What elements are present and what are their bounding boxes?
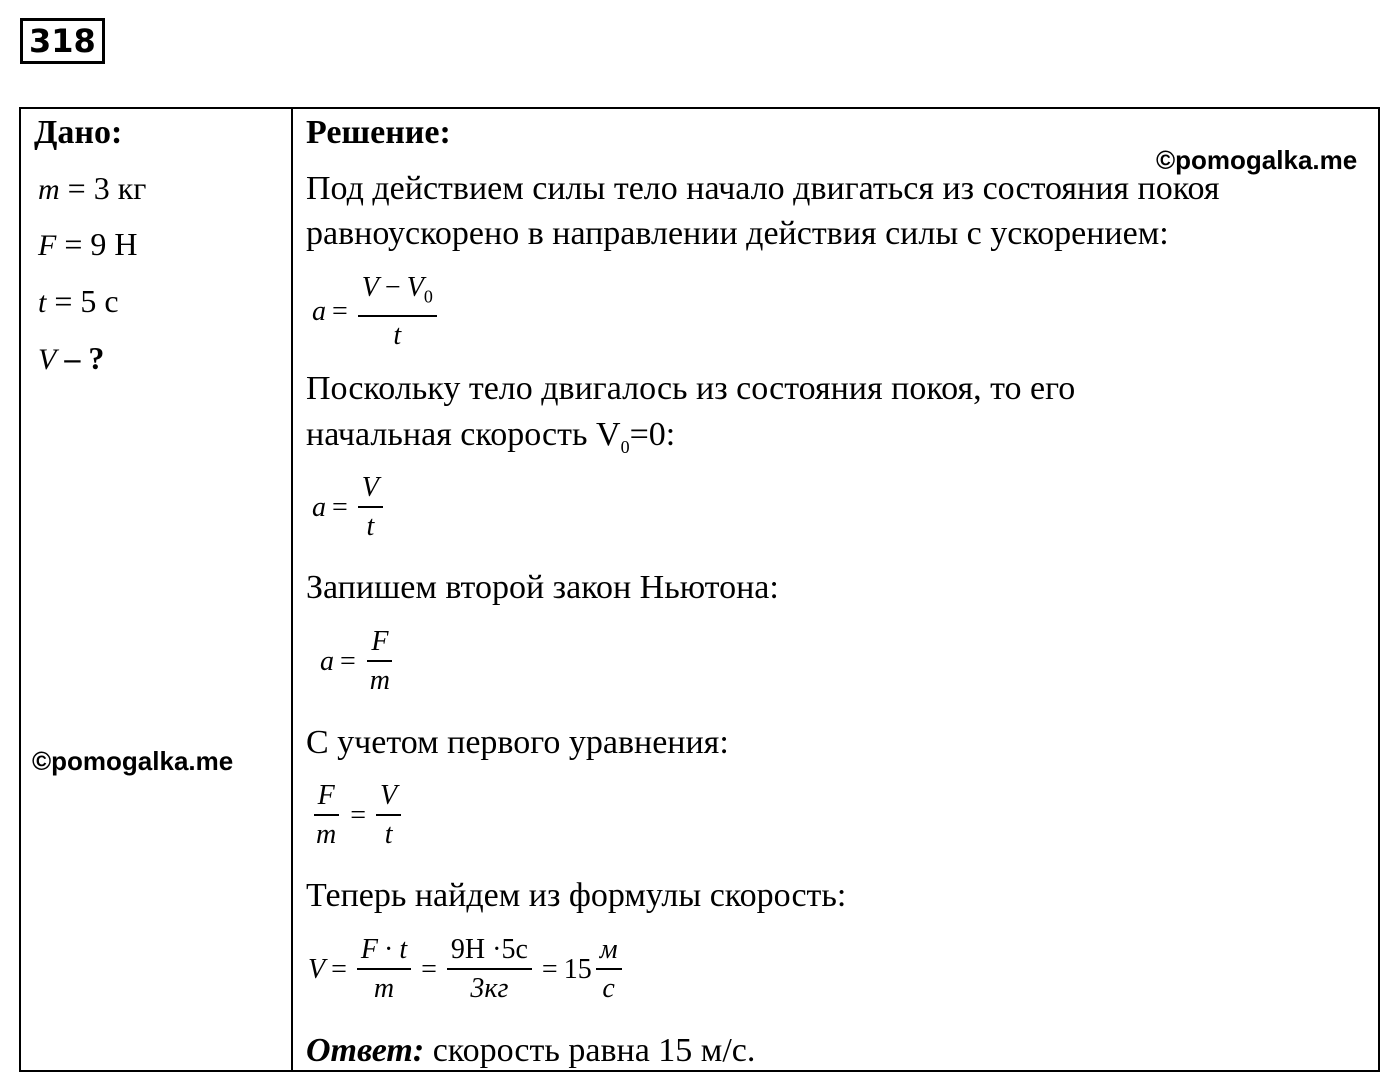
- formula-acceleration-from-rest: a = $\frac{V}{t}$: [312, 472, 387, 544]
- solution-heading: Решение:: [306, 114, 451, 151]
- fraction: $\frac{V}{t}$: [358, 472, 383, 544]
- given-time: [38, 283, 119, 320]
- var-t: t: [38, 286, 47, 319]
- formula-velocity-result: V = $\frac{F \cdot t}{m}$ = $\frac{9Н \cdot 5с}{3кг}$ = 15 $\frac{м}{с}$: [308, 934, 626, 1006]
- paragraph-4: С учетом первого уравнения:: [306, 724, 729, 761]
- paragraph-1-line-1: Под действием силы тело начало двигаться из состояния покоя: [306, 170, 1220, 207]
- answer-label: Ответ:: [306, 1032, 425, 1069]
- var-F: F: [38, 229, 57, 262]
- fraction: $\frac{V}{t}$: [376, 780, 401, 852]
- column-divider: [291, 109, 293, 1070]
- var-V: V: [38, 343, 57, 376]
- value-time: = 5 с: [54, 283, 119, 319]
- answer-text: скорость равна 15 м/с.: [424, 1032, 756, 1069]
- fraction: $\frac{F \cdot t}{m}$: [357, 934, 411, 1006]
- given-mass: [38, 170, 146, 207]
- var-m: m: [38, 173, 60, 206]
- paragraph-5: Теперь найдем из формулы скорость:: [306, 877, 847, 914]
- problem-number: 318: [20, 18, 105, 64]
- fraction: $\frac{F}{m}$: [312, 780, 340, 852]
- paragraph-2-line-2: начальная скорость $V_0=0$:: [306, 416, 676, 457]
- fraction: $\frac{м}{с}$: [596, 934, 622, 1006]
- given-unknown: [38, 340, 104, 377]
- fraction: $\frac{9Н \cdot 5с}{3кг}$: [447, 934, 532, 1006]
- formula-newton-second-law: a = $\frac{F}{m}$: [320, 626, 398, 698]
- watermark-left: ©pomogalka.me: [32, 746, 234, 776]
- paragraph-2-line-1: Поскольку тело двигалось из состояния покоя, то его: [306, 370, 1076, 407]
- paragraph-1-line-2: равноускорено в направлении действия силы с ускорением:: [306, 215, 1169, 252]
- formula-combined: $\frac{F}{m}$ = $\frac{V}{t}$: [308, 780, 405, 852]
- given-force: [38, 226, 137, 263]
- paragraph-3: Запишем второй закон Ньютона:: [306, 569, 779, 606]
- given-heading: Дано:: [34, 114, 123, 151]
- value-mass: = 3 кг: [67, 170, 147, 206]
- fraction: $\frac{V - V_0}{t}$: [358, 272, 437, 353]
- value-force: = 9 Н: [64, 226, 138, 262]
- formula-acceleration-definition: a = $\frac{V - V_0}{t}$: [312, 272, 441, 353]
- value-unknown: – ?: [64, 340, 105, 376]
- fraction: $\frac{F}{m}$: [366, 626, 394, 698]
- watermark-right: ©pomogalka.me: [1156, 145, 1358, 175]
- answer-line: [306, 1032, 755, 1070]
